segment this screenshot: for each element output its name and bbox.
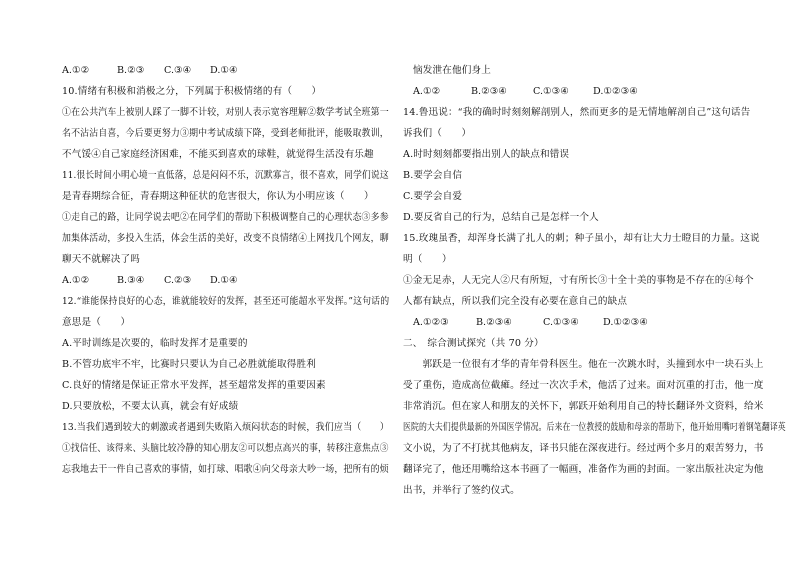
option-a: A.①② [413,86,441,97]
q14-choice-c: C.要学会自爱 [403,191,463,202]
q15-body-line: 人都有缺点，所以我们完全没有必要在意自己的缺点 [403,296,628,307]
q15-body-line: ①金无足赤，人无完人②尺有所短，寸有所长③十全十美的事物是不存在的④每个 [403,275,754,286]
q10-stem: 10.情绪有积极和消极之分，下列属于积极情绪的有（ ） [62,86,322,97]
q10-body-line: 名不沾沾自喜，今后要更努力③期中考试成绩下降，受到老师批评，能吸取教训， [62,128,389,139]
q10-body-line: ①在公共汽车上被别人踩了一脚不计较，对别人表示宽容理解②数学考试全班第一 [62,107,389,118]
option-c: C.①③④ [533,86,569,97]
q12-stem-line: 意思是（ ） [62,317,131,328]
q11-body-line: ①走自己的路，让同学说去吧②在同学们的帮助下积极调整自己的心理状态③多参 [62,212,389,223]
q11-options [62,274,322,287]
q14-stem-line: 14.鲁迅说：“我的确时时刻刻解剖别人，然而更多的是无情地解剖自己”这句话告 [403,107,751,118]
option-d: D.①④ [210,65,238,76]
passage-line: 非常消沉。但在家人和朋友的关怀下，郭跃开始利用自己的特长翻译外文资料，给米 [403,401,764,412]
q13-stem: 13.当我们遇到较大的刺激或者遇到失败陷入烦闷状态的时候，我们应当（ ） [62,422,390,433]
q13-body-line: 忘我地去干一件自己喜欢的事情，如打球、唱歌④向父母亲大吵一场，把所有的烦 [62,464,389,475]
passage-line: 文小说，为了不打扰其他病友，译书只能在深夜进行。经过两个多月的艰苦努力，书 [403,443,764,454]
section-title: 二、 综合测试探究（共 70 分） [403,338,544,349]
option-c: C.①③④ [543,317,579,328]
option-d: D.①④ [210,275,238,286]
passage-line: 受了重伤，造成高位截瘫。经过一次次手术，他活了过来。面对沉重的打击，他一度 [403,380,764,391]
passage-line: 翻译完了，他还用嘴给这本书画了一幅画，准备作为画的封面。一家出版社决定为他 [403,464,764,475]
q11-body-line: 聊天不就解决了吗 [62,254,140,265]
q14-choice-b: B.要学会自信 [403,170,463,181]
passage-line: 郭跃是一位很有才华的青年骨科医生。他在一次跳水时，头撞到水中一块石头上 [403,359,764,370]
q9-options [62,64,322,77]
q11-stem-line: 是青春期综合征，青春期这种征状的危害很大，你认为小明应该（ ） [62,191,374,202]
option-c: C.③④ [164,65,192,76]
passage-line: 医院的大夫们提供最新的外国医学情况。后来在一位教授的鼓励和母亲的帮助下，他开始用嘴叼着钢笔翻译英 [403,422,786,433]
option-a: A.①②③ [413,317,449,328]
option-a: A.①② [62,275,90,286]
option-c: C.②③ [164,275,192,286]
q12-choice-a: A.平时训练是次要的，临时发挥才是重要的 [62,338,248,349]
option-b: B.②③④ [471,86,507,97]
q14-choice-a: A.时时刻刻都要指出别人的缺点和错误 [403,149,570,160]
q14-choice-d: D.要反省自己的行为，总结自己是怎样一个人 [403,212,599,223]
option-b: B.②③ [117,65,145,76]
q12-choice-d: D.只要放松，不要太认真，就会有好成绩 [62,401,239,412]
q10-body-line: 不气馁④自己家庭经济困难，不能买到喜欢的球鞋，就觉得生活没有乐趣 [62,149,374,160]
q12-choice-b: B.不管功底牢不牢，比赛时只要认为自己必胜就能取得胜利 [62,359,316,370]
q12-stem-line: 12.“谁能保持良好的心态，谁就能较好的发挥，甚至还可能超水平发挥。”这句话的 [62,296,390,307]
q14-stem-line: 诉我们（ ） [403,128,472,139]
q11-stem-line: 11.很长时间小明心境一直低落，总是闷闷不乐，沉默寡言，很不喜欢，同学们说这 [62,170,389,181]
q15-stem-line: 明（ ） [403,254,452,265]
option-d: D.①②③④ [593,86,638,97]
q15-options [413,316,713,329]
option-a: A.①② [62,65,90,76]
q15-stem-line: 15.玫瑰虽香，却浑身长满了扎人的刺；种子虽小，却有让大力士瞪目的力量。这说 [403,233,760,244]
q11-body-line: 加集体活动，多投入生活，体会生活的美好，改变不良情绪④上网找几个网友，聊 [62,233,389,244]
option-d: D.①②③④ [603,317,648,328]
option-b: B.③④ [117,275,145,286]
q12-choice-c: C.良好的情绪是保证正常水平发挥，甚至超常发挥的重要因素 [62,380,326,391]
option-b: B.②③④ [476,317,512,328]
right-column [397,0,794,562]
q13-options [413,85,713,98]
passage-line: 出书，并举行了签约仪式。 [403,485,520,496]
q13-body-continued: 恼发泄在他们身上 [413,65,491,76]
q13-body-line: ①找信任、该得来、头脑比较冷静的知心朋友②可以想点高兴的事，转移注意焦点③ [62,443,389,454]
